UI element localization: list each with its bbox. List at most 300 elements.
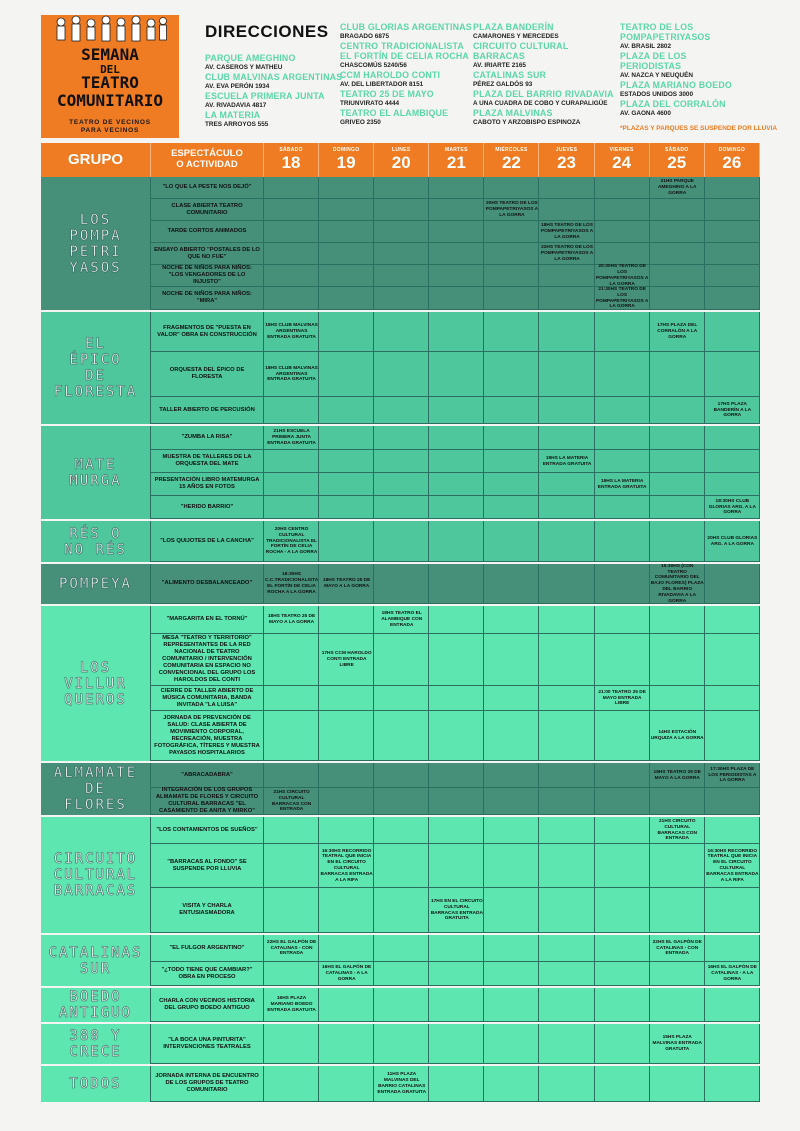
event-entry: 21HS CIRCUITO CULTURAL BARRACAS CON ENTRADA: [271, 789, 312, 813]
address-street: TRIUNVIRATO 4444: [340, 100, 400, 107]
activity-name: ENSAYO ABIERTO "POSTALES DE LO QUE NO FUE": [151, 243, 264, 264]
day-cell: [650, 496, 705, 518]
activity-name: CIERRE DE TALLER ABIERTO DE MÚSICA COMUNITARIA, BANDA INVITADA "LA LUISA": [151, 686, 264, 710]
day-cell: [429, 935, 484, 961]
group-name: LOS POMPA PETRI YASOS: [69, 211, 122, 276]
day-cell: [595, 243, 650, 264]
day-header-26: [705, 143, 760, 177]
day-cell: [540, 634, 595, 685]
day-cell: [429, 962, 484, 985]
day-cell: [595, 521, 650, 561]
address-entry: [473, 41, 614, 51]
day-cell: [595, 426, 650, 449]
event-entry: 21:00 TEATRO 25 DE MAYO ENTRADA LIBRE: [598, 689, 646, 707]
table-row: [151, 1066, 760, 1102]
day-name: SÁBADO: [665, 147, 689, 153]
activity-name: CLASE ABIERTA TEATRO COMUNITARIO: [151, 199, 264, 220]
day-cell: [429, 686, 484, 710]
address-street: PÉREZ GALDÓS 93: [473, 81, 533, 88]
day-cell: [319, 817, 374, 843]
day-cell: [595, 935, 650, 961]
day-cell: [374, 450, 429, 472]
day-cell: [595, 634, 650, 685]
group-name: RÉS O NO RÉS: [64, 525, 127, 558]
event-entry: 22HS TEATRO DE LOS POMPAPETRIYASOS A LA GORRA: [540, 245, 594, 262]
header-espectaculo: ESPECTÁCULO O ACTIVIDAD: [151, 143, 264, 177]
activity-name: "LA BOCA UNA PINTURITA" INTERVENCIONES TEATRALES: [151, 1024, 264, 1063]
address-entry: [620, 80, 732, 99]
day-number: 23: [557, 153, 576, 172]
day-cell: [650, 221, 705, 242]
event-logo: [41, 15, 179, 138]
group-name: BOEDO ANTIGUO: [58, 989, 132, 1021]
day-cell: [319, 352, 374, 396]
day-cell: [540, 788, 595, 814]
day-cell: [705, 935, 760, 961]
address-venue-name: PLAZA MALVINAS: [473, 108, 553, 118]
address-venue-name: CENTRO TRADICIONALISTA: [340, 41, 464, 51]
day-name: JUEVES: [555, 147, 578, 153]
day-cell: [484, 473, 539, 495]
day-number: 22: [501, 153, 521, 172]
address-street: CHASCOMÚS 5240/56: [340, 62, 407, 69]
event-entry: 16HS EL GALPÓN DE CATALINAS - A LA GORRA: [707, 965, 757, 982]
address-entry: [620, 32, 732, 51]
day-cell: [595, 450, 650, 472]
day-cell: [429, 426, 484, 449]
day-cell: [540, 312, 595, 351]
day-cell: [650, 962, 705, 985]
address-street: BRAGADO 6875: [340, 33, 390, 40]
day-name: VIERNES: [609, 147, 634, 153]
day-cell: [705, 606, 760, 633]
day-cell: [540, 496, 595, 518]
day-number: 20: [391, 153, 411, 172]
day-cell: [429, 634, 484, 685]
address-entry: [205, 72, 342, 91]
event-entry: 20HS CLUB GLORIAS ARG. A LA GORRA: [707, 535, 758, 547]
day-cell: [374, 564, 429, 603]
table-row: [151, 1024, 760, 1064]
day-cell: [484, 711, 539, 760]
day-cell: [374, 312, 429, 351]
day-cell: [319, 1066, 374, 1101]
group-name: EL ÉPICO DE FLORESTA: [53, 336, 138, 400]
day-cell: [264, 686, 319, 710]
day-cell: [264, 287, 319, 309]
address-column: [340, 22, 472, 127]
address-street: A UNA CUADRA DE COBO Y CURAPALIGÜE: [473, 100, 608, 107]
day-name: SÁBADO: [279, 147, 303, 153]
address-street: TRES ARROYOS 555: [205, 121, 269, 128]
day-cell: [484, 686, 539, 710]
day-cell: [319, 888, 374, 932]
day-cell: [264, 888, 319, 932]
address-street: AV. DEL LIBERTADOR 8151: [340, 81, 424, 88]
day-cell: [595, 711, 650, 760]
address-street: ESTADOS UNIDOS 3000: [620, 91, 694, 98]
crowd-illustration-icon: [51, 15, 169, 45]
table-row: [151, 763, 760, 788]
day-cell: [540, 473, 595, 495]
address-street: AV. RIVADAVIA 4817: [205, 102, 267, 109]
activity-name: "ABRACADABRA": [151, 763, 264, 787]
address-venue-name: CLUB GLORIAS ARGENTINAS: [340, 22, 472, 32]
day-cell: [374, 521, 429, 561]
day-cell: [429, 788, 484, 814]
day-cell: [264, 265, 319, 286]
event-entry: 14HS ESTACIÓN URQUIZA A LA GORRA: [650, 730, 704, 741]
event-entry: 17HS EN EL CIRCUITO CULTURAL BARRACAS ENTRADA GRATUITA: [430, 898, 483, 922]
table-row: [151, 312, 760, 352]
activity-name: "BARRACAS AL FONDO" SE SUSPENDE POR LLUVIA: [151, 844, 264, 887]
day-cell: [540, 1024, 595, 1063]
event-entry: 18HS TEATRO 25 DE MAYO A LA GORRA: [267, 614, 316, 625]
address-entry: [340, 22, 472, 41]
day-cell: [705, 177, 760, 198]
address-column: [473, 22, 614, 127]
day-cell: [650, 352, 705, 396]
activity-name: "EL FULGOR ARGENTINO": [151, 935, 264, 961]
activity-name: "¿TODO TIENE QUE CAMBIAR?" OBRA EN PROCESO: [151, 962, 264, 985]
address-entry: [620, 51, 732, 61]
day-cell: [540, 988, 595, 1021]
day-cell: [595, 564, 650, 603]
table-row: [151, 817, 760, 844]
day-header-18: [264, 143, 319, 177]
day-number: 25: [667, 153, 687, 172]
day-cell: [319, 473, 374, 495]
event-entry: 19HS LA MATERIA ENTRADA GRATUITA: [597, 478, 647, 490]
day-cell: [484, 397, 539, 423]
day-cell: [705, 1024, 760, 1063]
day-cell: [319, 763, 374, 787]
day-cell: [374, 265, 429, 286]
day-cell: [319, 606, 374, 633]
group-cell: [41, 935, 151, 986]
group-cell: [41, 564, 151, 604]
day-number: 19: [336, 153, 356, 172]
table-row: [151, 564, 760, 604]
day-cell: [705, 634, 760, 685]
day-cell: [595, 988, 650, 1021]
day-cell: [429, 221, 484, 242]
day-header-20: [374, 143, 429, 177]
address-venue-name: PLAZA DE LOS: [620, 51, 687, 61]
event-entry: 20HS TEATRO DE LOS POMPAPETRIYASOS A LA GORRA: [485, 201, 539, 218]
day-cell: [264, 199, 319, 220]
day-cell: [650, 888, 705, 932]
address-venue-name: POMPAPETRIYASOS: [620, 32, 711, 42]
activity-name: ORQUESTA DEL ÉPICO DE FLORESTA: [151, 352, 264, 396]
day-cell: [374, 496, 429, 518]
day-cell: [705, 312, 760, 351]
day-cell: [705, 450, 760, 472]
day-cell: [595, 1066, 650, 1101]
day-cell: [319, 788, 374, 814]
address-venue-name: CIRCUITO CULTURAL: [473, 41, 569, 51]
day-cell: [484, 564, 539, 603]
group-cell: [41, 177, 151, 310]
day-cell: [319, 1024, 374, 1063]
address-street: AV. GAONA 4600: [620, 110, 671, 117]
day-cell: [540, 686, 595, 710]
day-cell: [264, 711, 319, 760]
day-cell: [705, 473, 760, 495]
day-cell: [650, 606, 705, 633]
table-row: [151, 352, 760, 397]
address-entry: [473, 70, 614, 89]
table-row: [151, 634, 760, 686]
table-row: [151, 496, 760, 519]
table-row: [151, 397, 760, 424]
day-cell: [540, 763, 595, 787]
activity-name: JORNADA DE PREVENCIÓN DE SALUD: CLASE ABIERTA DE MOVIMIENTO CORPORAL, RECREACIÓN, MUESTRA FOTOGRÁFICA, TÍTERES Y MUESTRA PAYASOS HOSPITALARIOS: [151, 711, 264, 760]
event-entry: 21:30HS TEATRO DE LOS POMPAPETRIYASOS A LA GORRA: [595, 286, 649, 310]
activity-name: MUESTRA DE TALLERES DE LA ORQUESTA DEL MATE: [151, 450, 264, 472]
table-row: [151, 177, 760, 199]
day-cell: [319, 312, 374, 351]
table-row: [151, 521, 760, 562]
day-cell: [705, 265, 760, 286]
day-cell: [595, 496, 650, 518]
address-venue-name: PLAZA DEL BARRIO RIVADAVIA: [473, 89, 614, 99]
day-cell: [429, 265, 484, 286]
day-cell: [484, 450, 539, 472]
event-entry: 16HS EL GALPÓN DE CATALINAS - A LA GORRA: [322, 965, 372, 982]
group-name: CIRCUITO CULTURAL BARRACAS: [53, 851, 138, 899]
day-cell: [484, 1066, 539, 1101]
day-cell: [595, 177, 650, 198]
day-cell: [484, 888, 539, 932]
day-cell: [650, 473, 705, 495]
day-cell: [374, 935, 429, 961]
event-entry: 20:30HS TEATRO DE LOS POMPAPETRIYASOS A LA GORRA: [595, 264, 649, 287]
address-venue-name: TEATRO DE LOS: [620, 22, 694, 32]
day-cell: [319, 496, 374, 518]
day-cell: [540, 199, 595, 220]
group-name: 380 Y CRECE: [69, 1028, 122, 1060]
day-cell: [484, 521, 539, 561]
day-header-24: [595, 143, 650, 177]
table-row: [151, 888, 760, 933]
day-cell: [319, 988, 374, 1021]
group-name: LOS VILLUR QUEROS: [64, 659, 127, 708]
day-cell: [595, 606, 650, 633]
day-cell: [595, 199, 650, 220]
day-cell: [705, 817, 760, 843]
day-cell: [484, 788, 539, 814]
day-cell: [650, 397, 705, 423]
group-cell: [41, 763, 151, 815]
day-cell: [374, 763, 429, 787]
day-cell: [319, 287, 374, 309]
day-cell: [264, 496, 319, 518]
day-cell: [595, 844, 650, 887]
day-cell: [374, 287, 429, 309]
group-cell: [41, 426, 151, 519]
activity-name: "LO QUE LA PESTE NOS DEJÓ": [151, 177, 264, 198]
logo-tagline-2: PARA VECINOS: [80, 127, 140, 134]
day-cell: [429, 1024, 484, 1063]
activity-name: TALLER ABIERTO DE PERCUSIÓN: [151, 397, 264, 423]
day-cell: [429, 177, 484, 198]
event-entry: 15HS PLAZA MALVINAS ENTRADA GRATUITA: [652, 1035, 702, 1052]
day-cell: [595, 221, 650, 242]
address-entry: [205, 91, 342, 110]
day-header-23: [540, 143, 595, 177]
event-entry: 22HS EL GALPÓN DE CATALINAS - CON ENTRADA: [266, 939, 317, 957]
day-cell: [484, 935, 539, 961]
event-entry: 11HS PLAZA MALVINAS DEL BARRIO CATALINAS ENTRADA GRATUITA: [377, 1072, 427, 1095]
event-entry: 18:30HS CLUB GLORIAS ARG. A LA GORRA: [708, 498, 756, 516]
address-venue-name: CATALINAS SUR: [473, 70, 547, 80]
header-grupo: GRUPO: [41, 143, 151, 177]
day-cell: [374, 788, 429, 814]
day-cell: [705, 711, 760, 760]
day-cell: [540, 426, 595, 449]
activity-name: VISITA Y CHARLA ENTUSIASMADORA: [151, 888, 264, 932]
day-cell: [595, 352, 650, 396]
address-entry: [620, 61, 732, 80]
event-entry: 18HS TEATRO 25 DE MAYO A LA GORRA: [653, 769, 701, 781]
day-cell: [319, 221, 374, 242]
day-name: LUNES: [392, 147, 411, 153]
day-name: DOMINGO: [718, 147, 746, 153]
address-entry: [473, 22, 614, 41]
day-cell: [650, 521, 705, 561]
group-cell: [41, 521, 151, 562]
day-cell: [484, 1024, 539, 1063]
day-cell: [595, 888, 650, 932]
day-cell: [429, 496, 484, 518]
day-cell: [374, 397, 429, 423]
logo-tagline-1: TEATRO DE VECINOS: [69, 119, 151, 126]
day-cell: [484, 763, 539, 787]
day-cell: [705, 1066, 760, 1101]
table-row: [151, 287, 760, 310]
address-entry: [340, 108, 472, 127]
day-cell: [650, 988, 705, 1021]
day-cell: [650, 287, 705, 309]
group-cell: [41, 1066, 151, 1102]
address-entry: [205, 110, 342, 129]
day-cell: [484, 243, 539, 264]
table-row: [151, 686, 760, 711]
day-cell: [374, 199, 429, 220]
day-name: MIÉRCOLES: [495, 147, 528, 153]
address-entry: [340, 89, 472, 108]
address-entry: [473, 89, 614, 108]
day-cell: [540, 711, 595, 760]
group-cell: [41, 988, 151, 1022]
group-cell: [41, 606, 151, 761]
day-cell: [429, 521, 484, 561]
day-cell: [595, 397, 650, 423]
day-cell: [429, 564, 484, 603]
day-cell: [264, 817, 319, 843]
day-cell: [540, 844, 595, 887]
day-cell: [319, 243, 374, 264]
day-cell: [429, 473, 484, 495]
day-cell: [705, 287, 760, 309]
day-cell: [264, 962, 319, 985]
address-entry: [340, 70, 472, 89]
group-cell: [41, 312, 151, 424]
address-venue-name: LA MATERIA: [205, 110, 261, 120]
activity-name: NOCHE DE NIÑOS PARA NIÑOS: "LOS VENGADORES DE LO INJUSTO": [151, 265, 264, 286]
group-cell: [41, 817, 151, 933]
logo-line-2: DEL: [100, 63, 120, 76]
event-entry: 18HS TEATRO DE LOS POMPAPETRIYASOS A LA GORRA: [540, 223, 594, 240]
table-row: [151, 199, 760, 221]
address-venue-name: CCM HAROLDO CONTI: [340, 70, 441, 80]
address-entry: [620, 22, 732, 32]
day-cell: [705, 426, 760, 449]
activity-name: "LOS QUIJOTES DE LA CANCHA": [151, 521, 264, 561]
day-cell: [595, 962, 650, 985]
group-name: POMPEYA: [58, 576, 132, 592]
event-entry: 16:30HS RECORRIDO TEATRAL QUE INICIA EN EL CIRCUITO CULTURAL BARRACAS ENTRADA A LA RIFA: [706, 848, 759, 883]
day-cell: [374, 426, 429, 449]
day-cell: [264, 397, 319, 423]
activity-name: NOCHE DE NIÑOS PARA NIÑOS: "MIRA": [151, 287, 264, 309]
day-cell: [374, 686, 429, 710]
day-cell: [264, 1066, 319, 1101]
address-venue-name: TEATRO 25 DE MAYO: [340, 89, 434, 99]
day-cell: [484, 287, 539, 309]
day-number: 21: [446, 153, 466, 172]
event-entry: 17HS PLAZA DEL CORRALÓN A LA GORRA: [657, 323, 698, 340]
day-cell: [540, 177, 595, 198]
event-entry: 21HS ESCUELA PRIMERA JUNTA ENTRADA GRATUITA: [267, 429, 316, 446]
event-entry: 20HS CENTRO CULTURAL TRADICIONALISTA EL FORTÍN DE CELIA ROCHA - A LA GORRA: [265, 527, 318, 556]
day-cell: [705, 988, 760, 1021]
day-cell: [595, 312, 650, 351]
address-column: [205, 53, 342, 129]
activity-name: "HERIDO BARRIO": [151, 496, 264, 518]
day-cell: [429, 312, 484, 351]
day-number: 24: [612, 153, 632, 172]
address-entry: [340, 51, 472, 70]
day-cell: [650, 844, 705, 887]
day-cell: [484, 221, 539, 242]
day-cell: [595, 817, 650, 843]
address-entry: [473, 51, 614, 70]
day-cell: [540, 1066, 595, 1101]
day-cell: [705, 352, 760, 396]
group-cell: [41, 1024, 151, 1064]
table-row: [151, 265, 760, 287]
address-street: CAMARONES Y MERCEDES: [473, 33, 559, 40]
table-row: [151, 962, 760, 986]
activity-name: TARDE CORTOS ANIMADOS: [151, 221, 264, 242]
day-cell: [319, 177, 374, 198]
day-cell: [374, 988, 429, 1021]
day-cell: [264, 634, 319, 685]
day-cell: [264, 221, 319, 242]
day-cell: [595, 788, 650, 814]
day-cell: [484, 988, 539, 1021]
day-cell: [705, 788, 760, 814]
event-entry: 18HS TEATRO EL ALAMBIQUE CON ENTRADA: [381, 611, 423, 628]
group-name: TODOS: [69, 1076, 122, 1092]
activity-name: MESA "TEATRO Y TERRITORIO" REPRESENTANTES DE LA RED NACIONAL DE TEATRO COMUNITARIO / INTERVENCIÓN COMUNITARIA EN ESPACIO NO CONVENCIONAL DEL GRUPO LOS HAROLDOS DEL CONTI: [151, 634, 264, 685]
day-cell: [540, 397, 595, 423]
day-cell: [374, 352, 429, 396]
day-cell: [264, 844, 319, 887]
day-cell: [650, 426, 705, 449]
